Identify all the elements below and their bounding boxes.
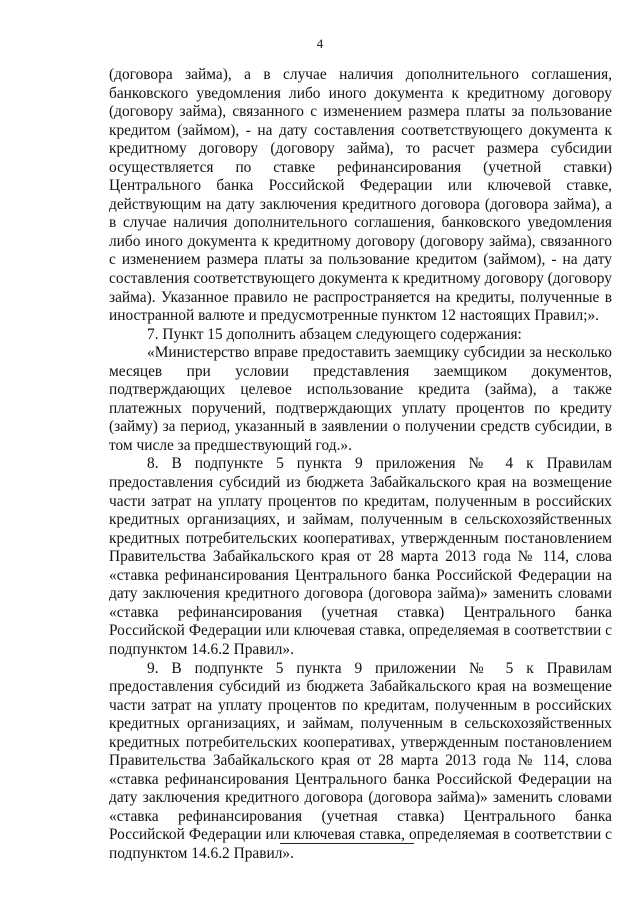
document-body [109,66,612,864]
paragraph-item-7-quote: «Министерство вправе предоставить заемщику субсидии за несколько месяцев при условии представления заемщиком документов, подтверждающих целевое использование кредита (займа), а также платежных поручений, подтверждающих уплату процентов по кредиту (займу) за период, указанный в заявлении о получении средств субсидии, в том числе за предшествующий год.». [109,344,612,454]
paragraph-item-8: 8. В подпункте 5 пункта 9 приложения № 4 к Правилам предоставления субсидий из бюджета Забайкальского края на возмещение части затрат на уплату процентов по кредитам, полученным в российских кредитных организациях, и займам, полученным в сельскохозяйственных кредитных потребительских кооперативах, утвержденным постановлением Правительства Забайкальского края от 28 марта 2013 года № 114, слова «ставка рефинансирования Центрального банка Российской Федерации на дату заключения кредитного договора (договора займа)» заменить словами «ставка рефинансирования (учетная ставка) Центрального банка Российской Федерации или ключевая ставка, определяемая в соответствии с подпунктом 14.6.2 Правил». [109,455,612,658]
paragraph-item-9: 9. В подпункте 5 пункта 9 приложении № 5 к Правилам предоставления субсидий из бюджета Забайкальского края на возмещение части затрат на уплату процентов по кредитам, полученным в российских кредитных организациях, и займам, полученным в сельскохозяйственных кредитных потребительских кооперативах, утвержденным постановлением Правительства Забайкальского края от 28 марта 2013 года № 114, слова «ставка рефинансирования Центрального банка Российской Федерации на дату заключения кредитного договора (договора займа)» заменить словами «ставка рефинансирования (учетная ставка) Центрального банка Российской Федерации или ключевая ставка, определяемая в соответствии с подпунктом 14.6.2 Правил». [109,659,612,862]
paragraph-item-7: 7. Пункт 15 дополнить абзацем следующего содержания: [147,325,522,343]
page-number: 4 [316,36,324,51]
paragraph-continuation: (договора займа), а в случае наличия дополнительного соглашения, банковского уведомления либо иного документа к кредитному договору (договору займа), связанного с изменением размера платы за пользование кредитом (займом), - на дату составления соответствующего документа к кредитному договору (договору займа), то расчет размера субсидии осуществляется по ставке рефинансирования (учетной ставки) Центрального банка Российской Федерации или ключевой ставке, действующим на дату заключения кредитного договора (договора займа), а в случае наличия дополнительного соглашения, банковского уведомления либо иного документа к кредитному договору (договору займа), связанного с изменением размера платы за пользование кредитом (займом), - на дату составления соответствующего документа к кредитному договору (договору займа). Указанное правило не распространяется на кредиты, полученные в иностранной валюте и предусмотренные пунктом 12 настоящих Правил;». [109,66,612,325]
closing-divider-line [280,843,414,844]
